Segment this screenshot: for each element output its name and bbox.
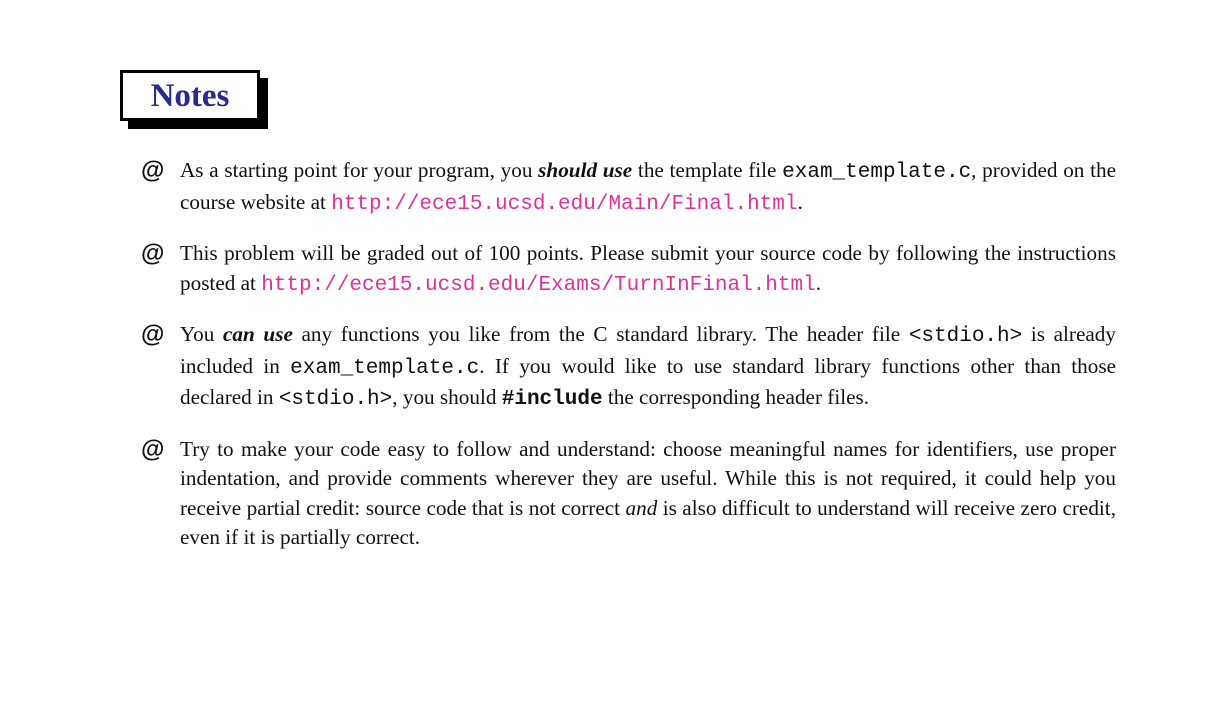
notes-title-frame [120,70,260,121]
at-bullet-icon: @ [141,240,165,267]
turnin-url-link[interactable]: http://ece15.ucsd.edu/Exams/TurnInFinal.html [261,273,816,297]
note-text: is also difficult to understand will receive zero credit, even if it is partially correct. [180,495,1116,549]
file-name: exam_template.c [782,161,972,184]
include-keyword: #include [501,388,603,411]
title-box [120,70,260,121]
note-item [141,320,1116,415]
note-text: the template file [632,158,783,182]
header-name: <stdio.h> [278,388,393,411]
note-text: This problem will be graded out of 100 points. Please submit your source code by following the instructions posted at [180,241,1116,295]
notes-list [141,156,1116,573]
note-text: the corresponding header files. [602,385,870,409]
note-text: is already included in [180,322,1116,378]
emphasis-text: should use [538,158,633,182]
emphasis-text: can use [223,322,293,346]
emphasis-text: and [625,495,658,520]
at-bullet-icon: @ [141,321,165,348]
note-item [141,156,1116,219]
note-text: You [180,322,224,346]
header-name: <stdio.h> [908,325,1023,348]
note-item [141,435,1116,553]
at-bullet-icon: @ [141,435,165,463]
note-text: , provided on the course website at [180,158,1116,214]
note-text: . [815,270,821,295]
note-text: . If you would like to use standard library functions other than those declared in [180,353,1116,409]
file-name: exam_template.c [290,356,480,380]
note-text: As a starting point for your program, you [180,158,539,182]
note-text: . [797,189,803,214]
note-text: any functions you like from the C standard library. The header file [292,322,909,346]
at-bullet-icon: @ [141,157,165,184]
course-url-link[interactable]: http://ece15.ucsd.edu/Main/Final.html [331,192,798,216]
page-title: Notes [150,77,230,114]
note-text: Try to make your code easy to follow and understand: choose meaningful names for identifiers, use proper indentation, and provide comments wherever they are useful. While this is not required, it could help you receive partial credit: source code that is not correct [180,436,1116,520]
note-text: , you should [392,385,502,409]
note-item [141,239,1116,300]
